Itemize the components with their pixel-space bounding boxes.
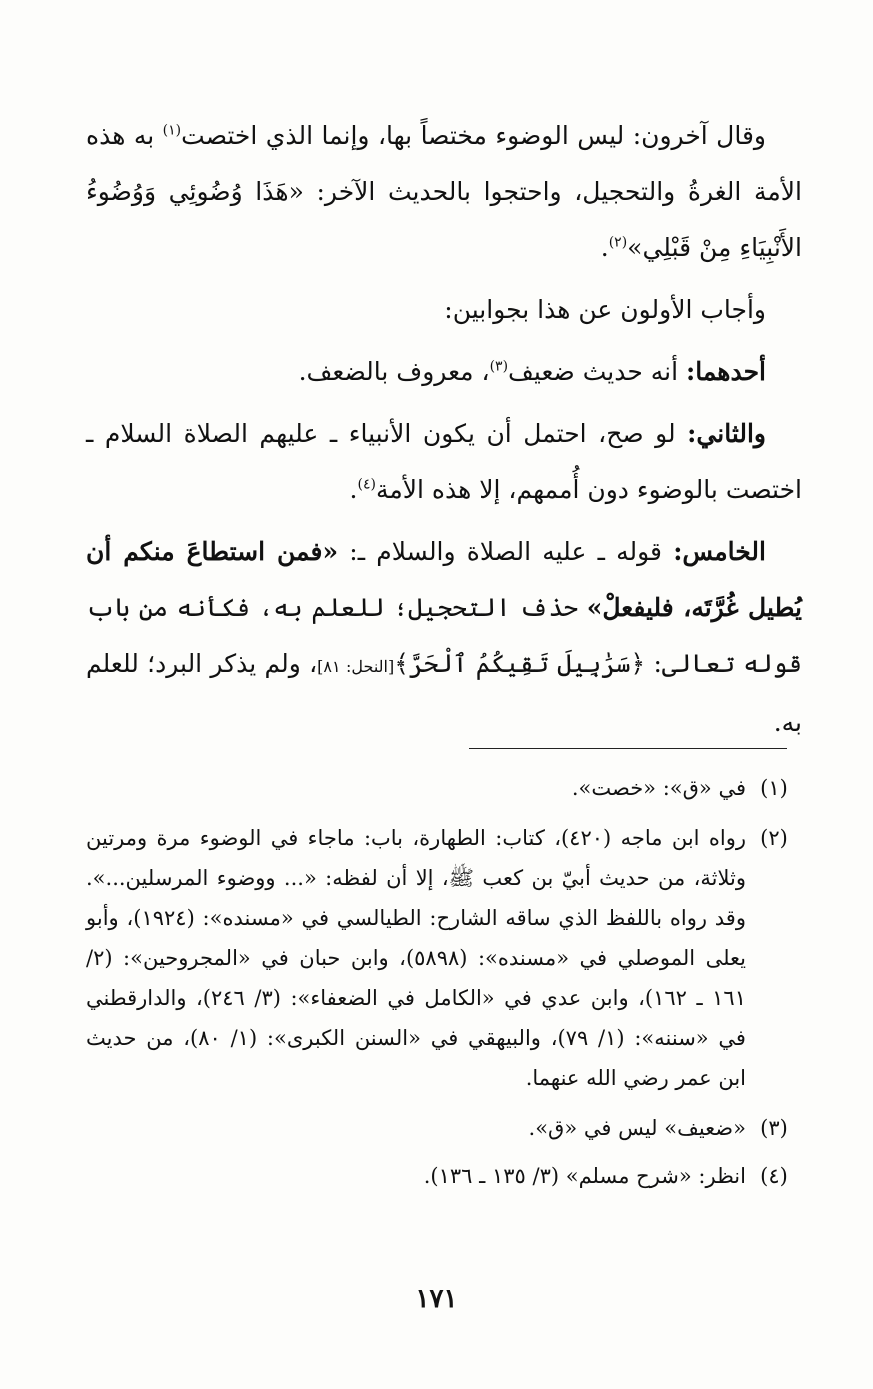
footnote-1: (١) في «ق»: «خصت». [571, 776, 788, 800]
footnote-2: (٢) رواه ابن ماجه (٤٢٠)، كتاب: الطهارة، باب: ماجاء في الوضوء مرة ومرتين وثلاثة، من حديث أبيّ بن كعب ﷺ، إلا أن لفظه: «... ووضوء المرسلين...». وقد رواه باللفظ الذي ساقه الشارح: الطيالسي في «مسنده»: (١٩٢٤)، وأبو يعلى الموصلي في «مسنده»: (٥٨٩٨)، وابن حبان في «المجروحين»: (٢/ ١٦١ ـ ١٦٢)، وابن عدي في «الكامل في الضعفاء»: (٣/ ٢٤٦)، والدارقطني في «سننه»: (١/ ٧٩)، والبيهقي في «السنن الكبرى»: (١/ ٨٠)، من حديث ابن عمر رضي الله عنهما. [86, 826, 788, 1090]
paragraph-5: الخامس: قوله ـ عليه الصلاة والسلام ـ: «فمن استطاعَ منكم أن يُطيل غُرَّتَه، فليفعلْ» حذف التحجيل؛ للعلم به، فكأنه من باب قوله تعالى: ﴿سَرَٰبِيلَ تَقِيكُمُ ٱلْحَرَّ﴾[النحل: ٨١]، ولم يذكر البرد؛ للعلم به. [86, 537, 802, 737]
main-text [86, 108, 802, 751]
footnotes [86, 768, 802, 1196]
footnote-3: (٣) «ضعيف» ليس في «ق». [528, 1116, 788, 1140]
verse-reference: [النحل: ٨١] [317, 657, 395, 676]
page-number: ١٧١ [415, 1284, 458, 1314]
footnote-ref-1: (١) [162, 122, 182, 139]
footnote-ref-3: (٣) [489, 358, 509, 375]
footnote-divider [469, 748, 787, 749]
hadith-quote: «فمن استطاعَ منكم أن يُطيل غُرَّتَه، فليفعلْ» [86, 537, 802, 622]
paragraph-4: والثاني: لو صح، احتمل أن يكون الأنبياء ـ عليهم الصلاة السلام ـ اختصت بالوضوء دون أُممهم، إلا هذه الأمة$^{(٤)}$. [86, 419, 802, 504]
footnote-4: (٤) انظر: «شرح مسلم» (٣/ ١٣٥ ـ ١٣٦). [423, 1164, 788, 1188]
paragraph-1: وقال آخرون: ليس الوضوء مختصاً بها، وإنما الذي اختصت$^{(١)}$ به هذه الأمة الغرةُ والتحجيل، واحتجوا بالحديث الآخر: «هَذَا وُضُوئِي وَوُضُوءُ الأَنْبِيَاءِ مِنْ قَبْلِي»$^{(٢)}$. [86, 121, 802, 262]
paragraph-2: وأجاب الأولون عن هذا بجوابين: [444, 295, 766, 324]
footnote-ref-2: (٢) [608, 234, 628, 251]
paragraph-3: أحدهما: أنه حديث ضعيف$^{(٣)}$، معروف بالضعف. [298, 357, 766, 386]
footnote-ref-4: (٤) [357, 476, 376, 493]
quran-verse: ﴿سَرَٰبِيلَ تَقِيكُمُ ٱلْحَرَّ﴾ [394, 649, 646, 678]
